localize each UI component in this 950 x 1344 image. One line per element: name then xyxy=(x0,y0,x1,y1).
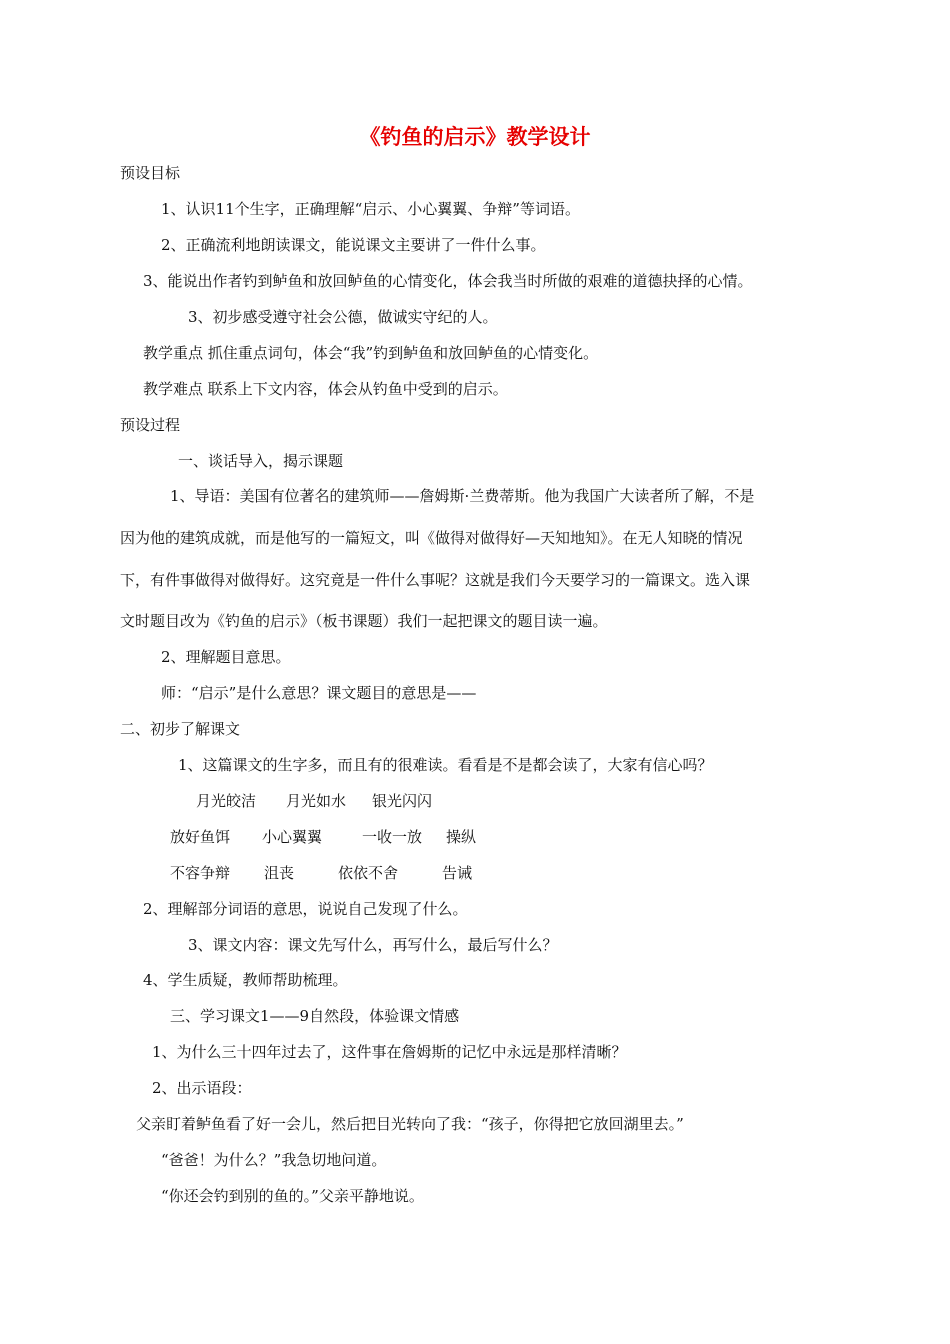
word: 依依不舍 xyxy=(338,864,399,882)
word-row xyxy=(196,790,432,812)
paragraph-line: 因为他的建筑成就，而是他写的一篇短文，叫《做得对做得好—天知地知》。在无人知晓的情况 xyxy=(120,529,743,547)
word: 月光皎洁 xyxy=(196,792,257,810)
paragraph-line: 2、出示语段： xyxy=(152,1079,252,1097)
goal-item: 1、认识11个生字，正确理解“启示、小心翼翼、争辩”等词语。 xyxy=(161,200,580,218)
paragraph-line: 2、理解题目意思。 xyxy=(161,648,291,666)
paragraph-line: 文时题目改为《钓鱼的启示》（板书课题）我们一起把课文的题目读一遍。 xyxy=(120,612,608,630)
paragraph-line: 下，有件事做得对做得好。这究竟是一件什么事呢？这就是我们今天要学习的一篇课文。选入课 xyxy=(120,571,751,589)
section-heading: 二、初步了解课文 xyxy=(120,720,241,738)
word: 银光闪闪 xyxy=(372,792,433,810)
word: 不容争辩 xyxy=(170,864,231,882)
goal-item: 3、初步感受遵守社会公德，做诚实守纪的人。 xyxy=(188,308,498,326)
key-point: 教学重点 抓住重点词句，体会“我”钓到鲈鱼和放回鲈鱼的心情变化。 xyxy=(143,344,599,362)
goals-heading: 预设目标 xyxy=(120,164,181,182)
goal-item: 3、能说出作者钓到鲈鱼和放回鲈鱼的心情变化，体会我当时所做的艰难的道德抉择的心情。 xyxy=(143,272,753,290)
word: 沮丧 xyxy=(264,864,295,882)
word-row xyxy=(170,826,476,848)
paragraph-line: 1、这篇课文的生字多，而且有的很难读。看看是不是都会读了，大家有信心吗？ xyxy=(178,756,713,774)
word-row xyxy=(170,862,472,884)
quote-line: “你还会钓到别的鱼的。”父亲平静地说。 xyxy=(161,1187,424,1205)
paragraph-line: 2、理解部分词语的意思，说说自己发现了什么。 xyxy=(143,900,468,918)
page-title: 《钓鱼的启示》教学设计 xyxy=(359,125,591,149)
quote-line: “爸爸！为什么？”我急切地问道。 xyxy=(161,1151,387,1169)
paragraph-line: 师：“启示”是什么意思？课文题目的意思是—— xyxy=(161,684,477,702)
paragraph-line: 3、课文内容：课文先写什么，再写什么，最后写什么？ xyxy=(188,936,558,954)
goal-item: 2、正确流利地朗读课文，能说课文主要讲了一件什么事。 xyxy=(161,236,546,254)
section-heading: 三、学习课文1——9自然段，体验课文情感 xyxy=(170,1007,460,1025)
word: 告诫 xyxy=(442,864,473,882)
process-heading: 预设过程 xyxy=(120,416,181,434)
word: 放好鱼饵 xyxy=(170,828,231,846)
paragraph-line: 1、导语：美国有位著名的建筑师——詹姆斯·兰费蒂斯。他为我国广大读者所了解，不是 xyxy=(170,487,755,505)
quote-line: 父亲盯着鲈鱼看了好一会儿，然后把目光转向了我：“孩子，你得把它放回湖里去。” xyxy=(136,1115,684,1133)
word: 一收一放 xyxy=(362,828,423,846)
difficulty: 教学难点 联系上下文内容，体会从钓鱼中受到的启示。 xyxy=(143,380,508,398)
paragraph-line: 4、学生质疑，教师帮助梳理。 xyxy=(143,971,348,989)
word: 小心翼翼 xyxy=(262,828,323,846)
paragraph-line: 1、为什么三十四年过去了，这件事在詹姆斯的记忆中永远是那样清晰？ xyxy=(152,1043,627,1061)
word: 月光如水 xyxy=(286,792,347,810)
section-heading: 一、谈话导入，揭示课题 xyxy=(178,452,344,470)
word: 操纵 xyxy=(446,828,477,846)
